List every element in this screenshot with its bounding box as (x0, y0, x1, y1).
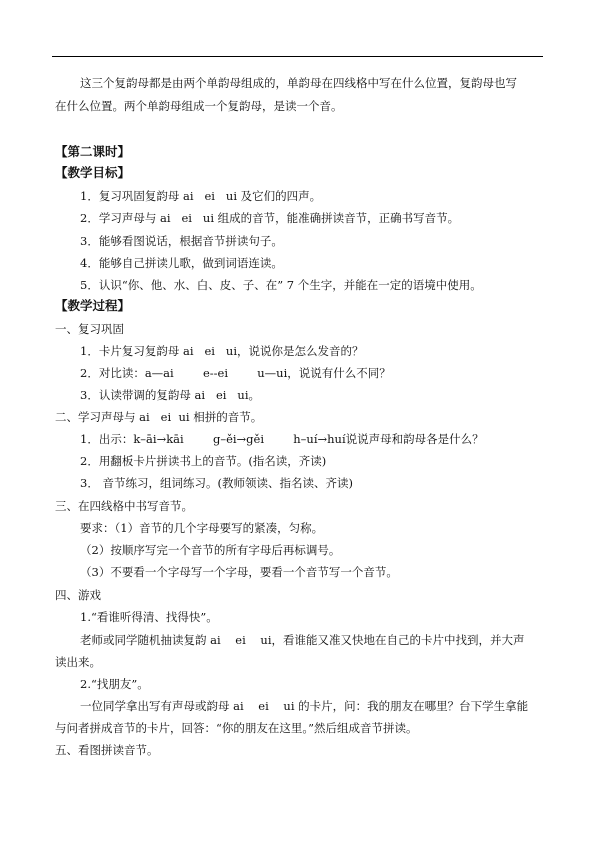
section-1-title: 一、复习巩固 (55, 322, 124, 336)
intro-line-1: 这三个复韵母都是由两个单韵母组成的，单韵母在四线格中写在什么位置，复韵母也写 (80, 76, 517, 90)
section-2-item-1: 1．出示：k–āi→kāi g–ěi→gěi h–uí→huí说说声母和韵母各是什么？ (80, 432, 484, 446)
goal-item-1: 1．复习巩固复韵母 ai ei ui 及它们的四声。 (80, 189, 322, 203)
section-4-title: 四、游戏 (55, 588, 101, 602)
game-2-line-2: 与问者拼成音节的卡片，回答：“你的朋友在这里。”然后组成音节拼读。 (55, 721, 418, 735)
section-3-item-1: 要求：（1）音节的几个字母要写的紧凑，匀称。 (80, 521, 324, 535)
section-3-item-3: （3）不要看一个字母写一个字母，要看一个音节写一个音节。 (80, 565, 398, 579)
game-1-title: 1.“看谁听得清、找得快”。 (80, 610, 218, 624)
game-1-line-2: 读出来。 (55, 655, 101, 669)
goal-item-5: 5．认识“你、他、水、白、皮、子、在” 7 个生字，并能在一定的语境中使用。 (80, 278, 482, 292)
game-2-title: 2.“找朋友”。 (80, 677, 149, 691)
intro-line-2: 在什么位置。两个单韵母组成一个复韵母，是读一个音。 (55, 99, 343, 113)
goal-item-4: 4．能够自己拼读儿歌，做到词语连读。 (80, 256, 283, 270)
section-5-title: 五、看图拼读音节。 (55, 743, 159, 757)
header-rule (52, 56, 543, 57)
section-2-item-3: 3． 音节练习，组词练习。(教师领读、指名读、齐读) (80, 476, 353, 490)
goal-item-2: 2．学习声母与 ai ei ui 组成的音节，能准确拼读音节，正确书写音节。 (80, 211, 460, 225)
section-2-item-2: 2．用翻板卡片拼读书上的音节。(指名读，齐读) (80, 454, 327, 468)
section-3-item-2: （2）按顺序写完一个音节的所有字母后再标调号。 (80, 543, 341, 557)
section-1-item-2: 2．对比读：a—ai e--ei u—ui，说说有什么不同？ (80, 366, 391, 380)
section-3-title: 三、在四线格中书写音节。 (55, 499, 193, 513)
game-1-line-1: 老师或同学随机抽读复韵 ai ei ui，看谁能又准又快地在自己的卡片中找到，并大声 (80, 633, 525, 647)
section-1-item-1: 1．卡片复习复韵母 ai ei ui，说说你是怎么发音的？ (80, 344, 364, 358)
section-1-item-3: 3．认读带调的复韵母 ai ei ui。 (80, 388, 261, 402)
goals-heading: 【教学目标】 (55, 165, 131, 180)
process-heading: 【教学过程】 (55, 298, 131, 313)
goal-item-3: 3．能够看图说话，根据音节拼读句子。 (80, 234, 283, 248)
lesson-heading: 【第二课时】 (55, 144, 131, 159)
section-2-title: 二、学习声母与 ai ei ui 相拼的音节。 (55, 410, 263, 424)
game-2-line-1: 一位同学拿出写有声母或韵母 ai ei ui 的卡片，问：我的朋友在哪里？台下学生拿能 (80, 699, 529, 713)
